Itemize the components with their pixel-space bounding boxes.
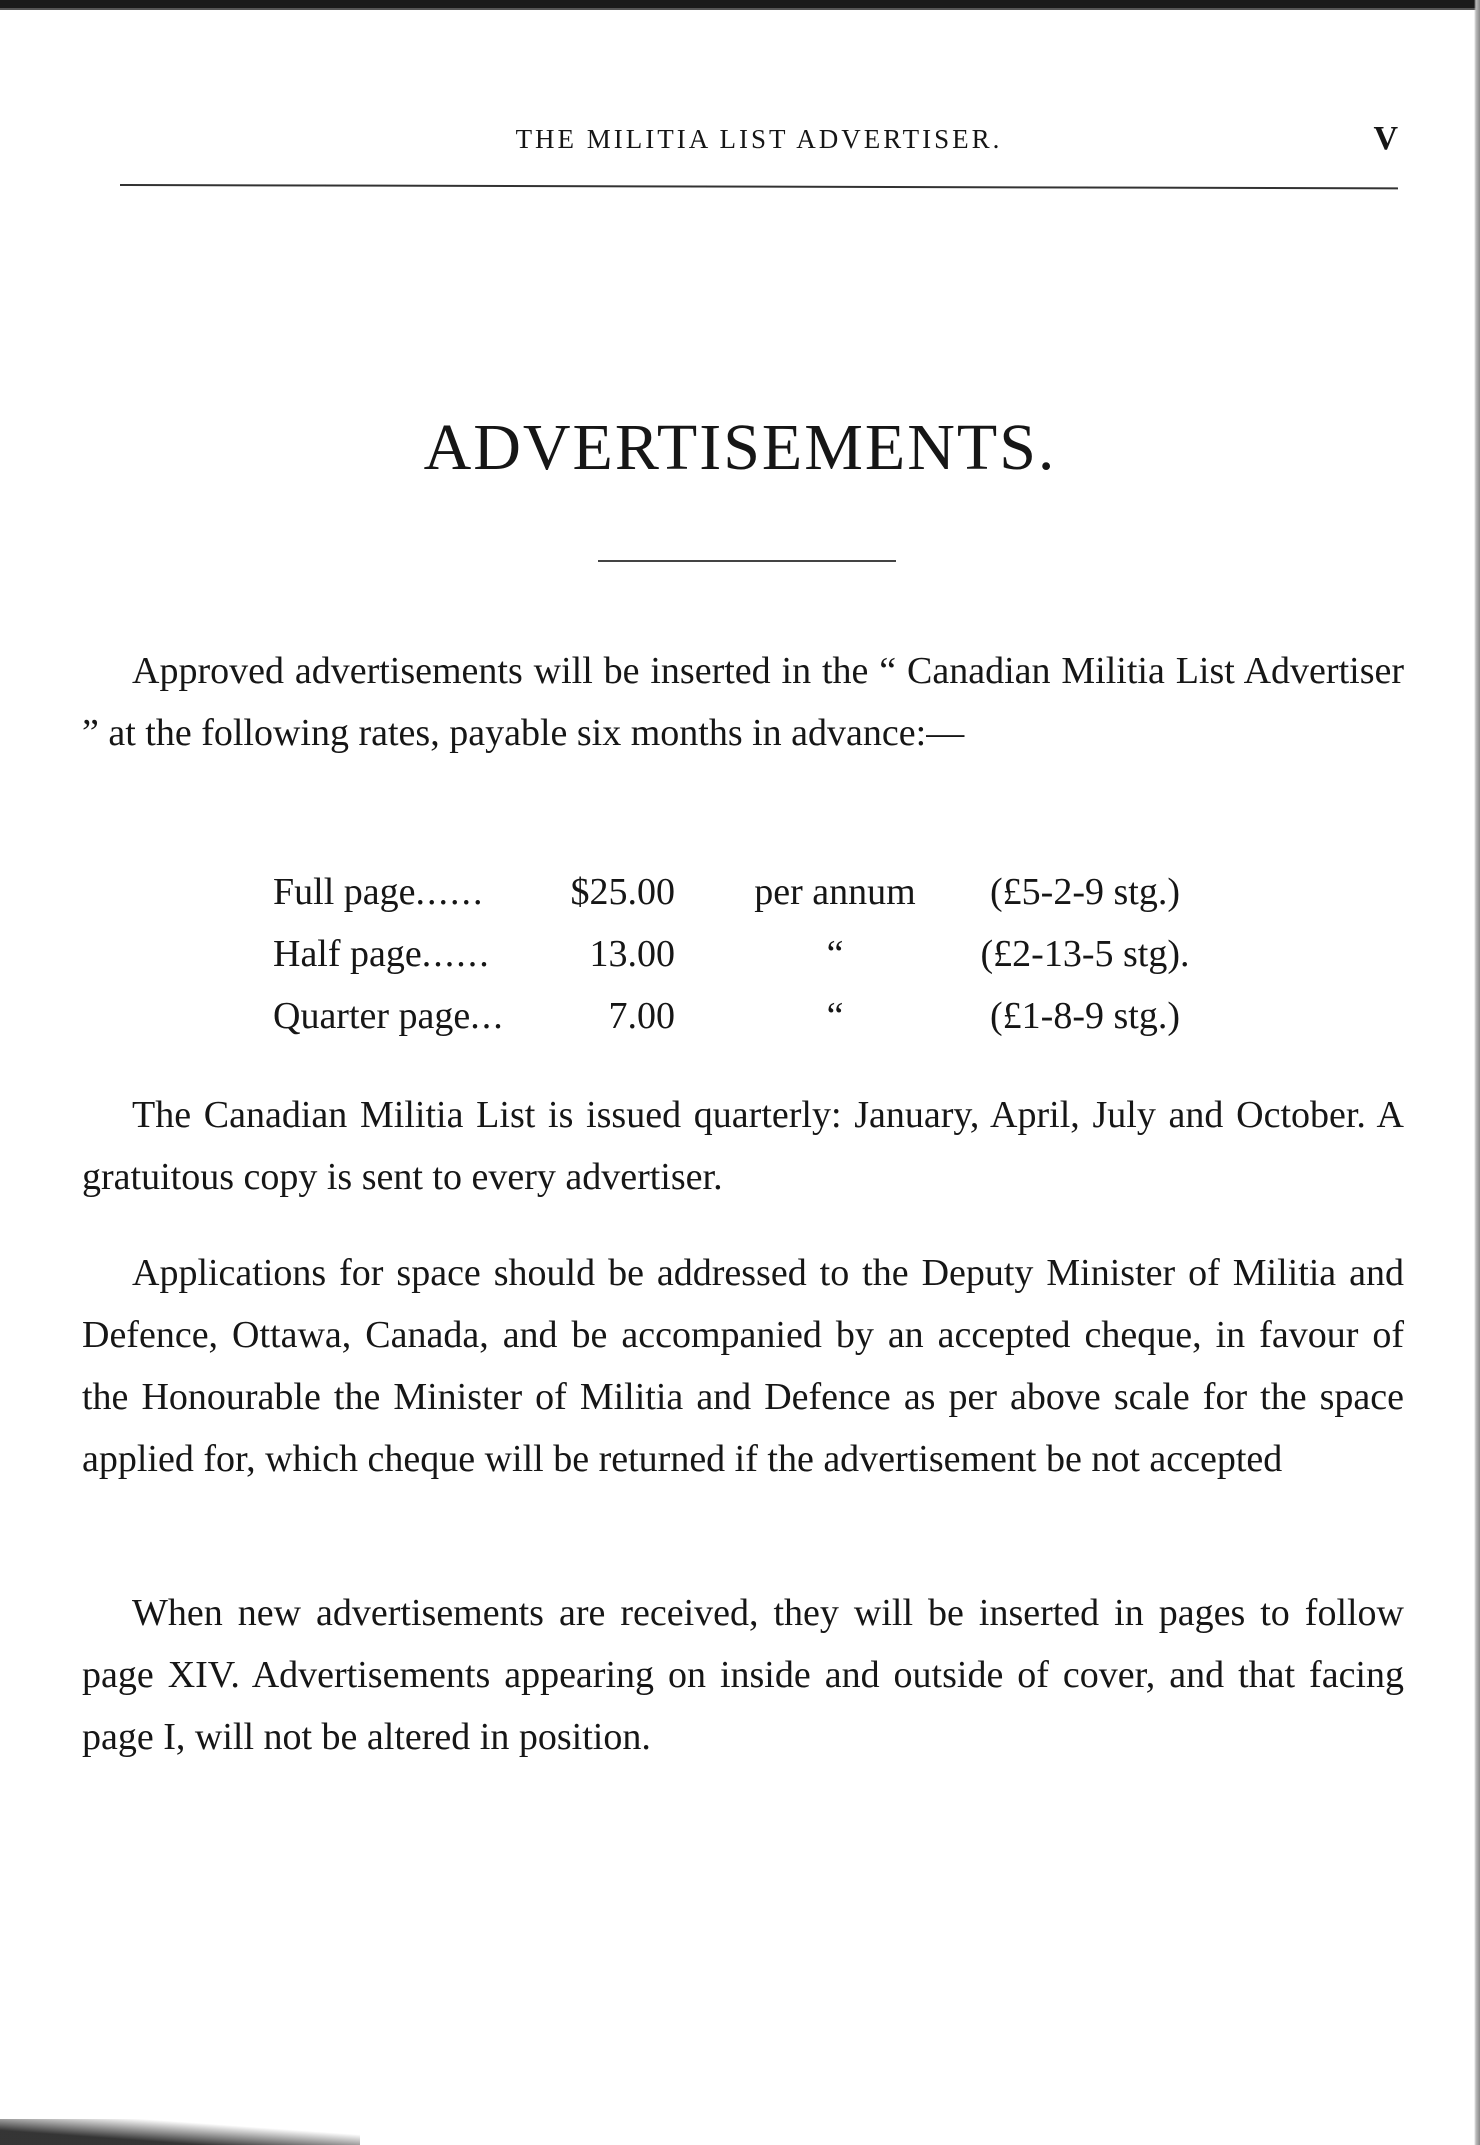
rate-period: “ bbox=[826, 933, 844, 975]
running-title: THE MILITIA LIST ADVERTISER. bbox=[515, 124, 1003, 154]
issue-schedule-paragraph: The Canadian Militia List is issued quarterly: January, April, July and October. A gratuitous copy is sent to every advertiser. bbox=[82, 1094, 1404, 1198]
leader-dots: ... bbox=[470, 995, 505, 1037]
applications-paragraph: Applications for space should be addressed to the Deputy Minister of Militia and Defence, Ottawa, Canada, and be accompanied by an accepted cheque, in favour of the Honourable the Minister of Militia and Defence as per above scale for the space applied for, which cheque will be returned if the advertisement be not accepted bbox=[82, 1252, 1404, 1480]
rate-amount: $25.00 bbox=[570, 871, 675, 913]
rate-table bbox=[273, 870, 1233, 1056]
rate-sterling: (£2-13-5 stg). bbox=[980, 933, 1190, 975]
rate-sterling: (£5-2-9 stg.) bbox=[990, 871, 1180, 913]
rate-amount: 13.00 bbox=[589, 933, 675, 975]
scan-shadow bbox=[0, 2119, 360, 2145]
rate-label: Full page...... bbox=[273, 871, 485, 913]
page-title: ADVERTISEMENTS. bbox=[423, 411, 1057, 484]
leader-dots: ...... bbox=[415, 871, 485, 913]
running-head bbox=[120, 120, 1398, 164]
rate-row-half-page bbox=[273, 932, 1233, 994]
title-rule bbox=[598, 560, 896, 562]
placement-paragraph: When new advertisements are received, they will be inserted in pages to follow page XIV. Advertisements appearing on inside and outside of cover, and that facing page I, will not be altered in position. bbox=[82, 1592, 1404, 1758]
page-number: V bbox=[1373, 120, 1398, 157]
page-top-edge bbox=[0, 0, 1480, 12]
rate-label: Half page...... bbox=[273, 933, 491, 975]
rate-row-quarter-page bbox=[273, 994, 1233, 1056]
leader-dots: ...... bbox=[421, 933, 491, 975]
rate-amount: 7.00 bbox=[608, 995, 675, 1037]
page-right-edge bbox=[1474, 0, 1480, 2145]
rate-sterling: (£1-8-9 stg.) bbox=[990, 995, 1180, 1037]
header-rule bbox=[120, 184, 1398, 189]
intro-paragraph: Approved advertisements will be inserted in the “ Canadian Militia List Advertiser ” at the following rates, payable six months in advance:— bbox=[82, 650, 1404, 754]
rate-label: Quarter page... bbox=[273, 995, 505, 1037]
rate-row-full-page bbox=[273, 870, 1233, 932]
rate-period: per annum bbox=[754, 871, 916, 913]
rate-period: “ bbox=[826, 995, 844, 1037]
